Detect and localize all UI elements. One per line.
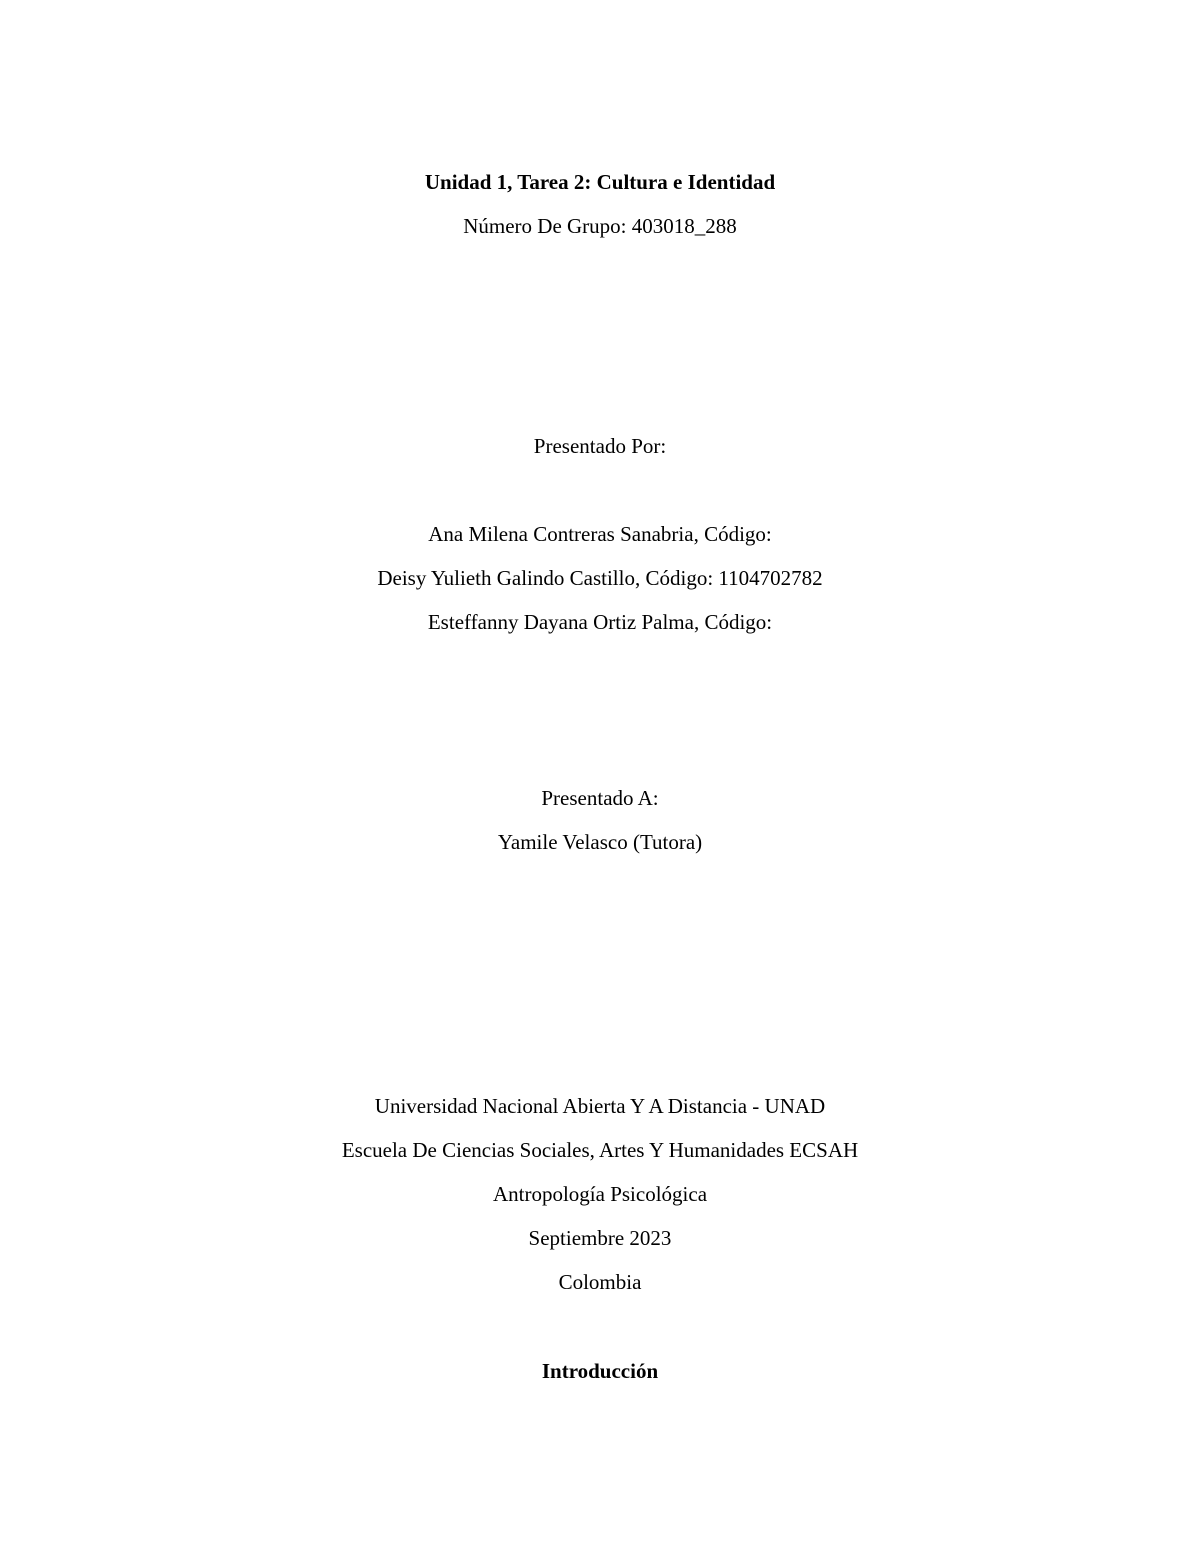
presented-to-label: Presentado A: <box>541 786 659 810</box>
author-2: Deisy Yulieth Galindo Castillo, Código: 1104702782 <box>377 566 823 590</box>
country: Colombia <box>558 1270 642 1294</box>
university-name: Universidad Nacional Abierta Y A Distancia - UNAD <box>374 1094 826 1118</box>
document-title: Unidad 1, Tarea 2: Cultura e Identidad <box>424 170 776 194</box>
tutor-name: Yamile Velasco (Tutora) <box>497 830 703 854</box>
presented-by-label: Presentado Por: <box>533 434 667 458</box>
author-1: Ana Milena Contreras Sanabria, Código: <box>428 522 772 546</box>
school-name: Escuela De Ciencias Sociales, Artes Y Humanidades ECSAH <box>341 1138 859 1162</box>
course-name: Antropología Psicológica <box>492 1182 708 1206</box>
author-3: Esteffanny Dayana Ortiz Palma, Código: <box>427 610 773 634</box>
group-number: Número De Grupo: 403018_288 <box>463 214 737 238</box>
submission-date: Septiembre 2023 <box>528 1226 672 1250</box>
section-heading-introduction: Introducción <box>541 1359 659 1383</box>
